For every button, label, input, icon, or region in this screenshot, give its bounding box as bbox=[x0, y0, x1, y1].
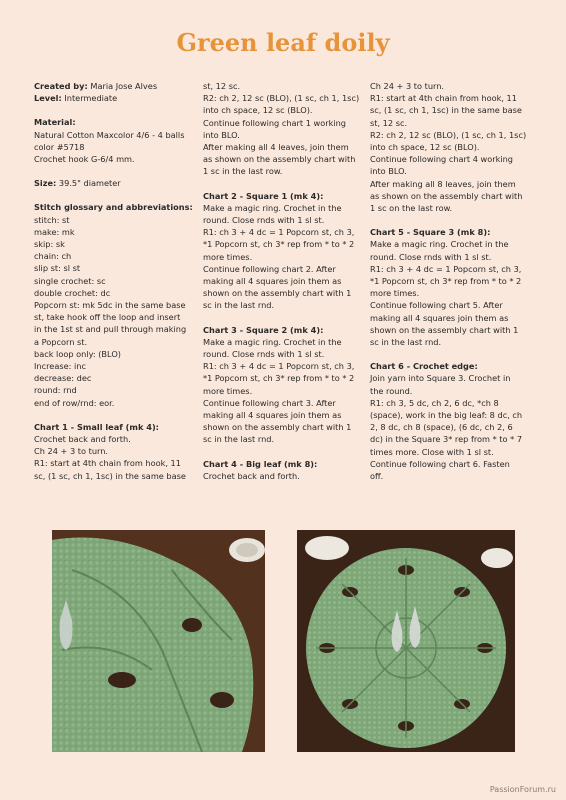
material-list bbox=[34, 129, 196, 166]
text-line: more times. bbox=[203, 251, 253, 262]
text-line: st, 12 sc. bbox=[203, 81, 241, 91]
glossary-heading: Stitch glossary and abbreviations: bbox=[34, 202, 193, 213]
text-line: into ch space, 12 sc (BLO). bbox=[203, 105, 313, 116]
text-line: into BLO. bbox=[203, 129, 240, 140]
text-line: Join yarn into Square 3. Crochet in bbox=[370, 373, 511, 384]
chart6-heading: Chart 6 - Crochet edge: bbox=[370, 361, 478, 372]
text-line: end of row/rnd: eor. bbox=[34, 397, 115, 408]
text-line: in the 1st st and pull through making bbox=[34, 324, 187, 335]
text-line: single crochet: sc bbox=[34, 275, 106, 286]
text-line: st, 12 sc. bbox=[370, 117, 408, 128]
text-line: sc in the last rnd. bbox=[370, 337, 442, 348]
text-line: Continue following chart 4 working bbox=[370, 154, 514, 165]
text-line: shown on the assembly chart with 1 bbox=[370, 324, 519, 335]
text-line: round. Close rnds with 1 sl st. bbox=[203, 349, 325, 360]
text-line: making all 4 squares join them as bbox=[370, 312, 509, 323]
text-line: R2: ch 2, 12 sc (BLO), (1 sc, ch 1, 1sc) bbox=[203, 93, 360, 104]
doily-full-photo bbox=[297, 530, 515, 752]
text-line: Make a magic ring. Crochet in the bbox=[203, 336, 342, 347]
text-line: R1: ch 3, 5 dc, ch 2, 6 dc, *ch 8 bbox=[370, 397, 499, 408]
chart5-text bbox=[370, 238, 532, 348]
text-line: round. Close rnds with 1 sl st. bbox=[203, 215, 325, 226]
text-line: Continue following chart 1 working bbox=[203, 117, 347, 128]
text-line: R1: start at 4th chain from hook, 11 bbox=[370, 93, 517, 104]
text-line: times more. Close with 1 sl st. bbox=[370, 446, 494, 457]
text-line: chain: ch bbox=[34, 251, 72, 262]
chart2-heading: Chart 2 - Square 1 (mk 4): bbox=[203, 190, 324, 201]
text-line: the round. bbox=[370, 385, 413, 396]
size-line: Size: 39.5" diameter bbox=[34, 178, 121, 189]
text-line: into BLO. bbox=[370, 166, 407, 177]
text-line: as shown on the assembly chart with bbox=[370, 190, 523, 201]
text-line: *1 Popcorn st, ch 3* rep from * to * 2 bbox=[370, 276, 522, 287]
chart1-heading: Chart 1 - Small leaf (mk 4): bbox=[34, 421, 159, 432]
text-column-3 bbox=[370, 80, 532, 482]
text-line: color #5718 bbox=[34, 141, 85, 152]
text-line: Continue following chart 2. After bbox=[203, 263, 336, 274]
text-line: as shown on the assembly chart with bbox=[203, 154, 356, 165]
text-line: sc, (1 sc, ch 1, 1sc) in the same base bbox=[370, 105, 522, 116]
text-line: a Popcorn st. bbox=[34, 336, 88, 347]
chart4-text bbox=[203, 470, 363, 482]
text-line: stitch: st bbox=[34, 214, 70, 225]
chart3-heading: Chart 3 - Square 2 (mk 4): bbox=[203, 324, 324, 335]
doily-closeup-photo bbox=[52, 530, 265, 752]
text-line: shown on the assembly chart with 1 bbox=[203, 422, 352, 433]
text-line: Ch 24 + 3 to turn. bbox=[34, 446, 109, 457]
text-line: Make a magic ring. Crochet in the bbox=[370, 239, 509, 250]
text-line: more times. bbox=[203, 385, 253, 396]
text-column-1 bbox=[34, 80, 196, 482]
watermark: PassionForum.ru bbox=[489, 785, 556, 794]
chart3-text bbox=[203, 336, 363, 446]
text-line: (space), work in the big leaf: 8 dc, ch bbox=[370, 410, 523, 421]
text-line: After making all 8 leaves, join them bbox=[370, 178, 516, 189]
text-line: double crochet: dc bbox=[34, 287, 111, 298]
chart1-text bbox=[34, 433, 196, 482]
text-line: into ch space, 12 sc (BLO). bbox=[370, 142, 480, 153]
text-line: *1 Popcorn st, ch 3* rep from * to * 2 bbox=[203, 373, 355, 384]
chart4-heading: Chart 4 - Big leaf (mk 8): bbox=[203, 458, 318, 469]
chart6-text bbox=[370, 372, 532, 482]
text-line: R2: ch 2, 12 sc (BLO), (1 sc, ch 1, 1sc) bbox=[370, 129, 527, 140]
text-line: After making all 4 leaves, join them bbox=[203, 142, 349, 153]
level-line: Level: Intermediate bbox=[34, 93, 118, 104]
text-line: 1 sc in the last row. bbox=[203, 166, 283, 177]
text-line: Popcorn st: mk 5dc in the same base bbox=[34, 300, 186, 311]
text-line: slip st: sl st bbox=[34, 263, 81, 274]
text-line: 1 sc on the last row. bbox=[370, 203, 453, 214]
page-title: Green leaf doily bbox=[176, 28, 390, 57]
text-line: round: rnd bbox=[34, 385, 77, 396]
text-line: make: mk bbox=[34, 226, 75, 237]
text-line: Natural Cotton Maxcolor 4/6 - 4 balls bbox=[34, 129, 185, 140]
text-line: decrease: dec bbox=[34, 373, 92, 384]
text-line: skip: sk bbox=[34, 239, 65, 250]
text-line: shown on the assembly chart with 1 bbox=[203, 288, 352, 299]
text-line: Crochet back and forth. bbox=[203, 470, 300, 481]
text-line: 2, 8 dc, ch 8 (space), (6 dc, ch 2, 6 bbox=[370, 422, 513, 433]
text-line: more times. bbox=[370, 288, 420, 299]
text-line: Continue following chart 5. After bbox=[370, 300, 503, 311]
text-line: st, take hook off the loop and insert bbox=[34, 312, 181, 323]
text-line: off. bbox=[370, 471, 384, 482]
chart2-text bbox=[203, 202, 363, 312]
text-line: R1: ch 3 + 4 dc = 1 Popcorn st, ch 3, bbox=[203, 227, 355, 238]
text-line: round. Close rnds with 1 sl st. bbox=[370, 251, 492, 262]
text-line: R1: start at 4th chain from hook, 11 bbox=[34, 458, 181, 469]
text-line: Make a magic ring. Crochet in the bbox=[203, 202, 342, 213]
text-line: *1 Popcorn st, ch 3* rep from * to * 2 bbox=[203, 239, 355, 250]
text-line: Crochet hook G-6/4 mm. bbox=[34, 154, 135, 165]
material-heading: Material: bbox=[34, 117, 76, 128]
chart5-heading: Chart 5 - Square 3 (mk 8): bbox=[370, 227, 491, 238]
text-line: Ch 24 + 3 to turn. bbox=[370, 81, 445, 91]
created-by-line: Created by: Maria Jose Alves bbox=[34, 81, 158, 91]
glossary-list bbox=[34, 214, 196, 409]
text-line: dc) in the Square 3* rep from * to * 7 bbox=[370, 434, 523, 445]
text-line: Increase: inc bbox=[34, 361, 86, 372]
text-line: sc in the last rnd. bbox=[203, 300, 275, 311]
text-line: back loop only: (BLO) bbox=[34, 348, 121, 359]
text-line: Continue following chart 6. Fasten bbox=[370, 458, 510, 469]
text-line: sc, (1 sc, ch 1, 1sc) in the same base bbox=[34, 470, 186, 481]
chart4-continued-text bbox=[370, 80, 532, 214]
text-line: making all 4 squares join them as bbox=[203, 410, 342, 421]
text-line: R1: ch 3 + 4 dc = 1 Popcorn st, ch 3, bbox=[370, 263, 522, 274]
text-line: R1: ch 3 + 4 dc = 1 Popcorn st, ch 3, bbox=[203, 361, 355, 372]
text-line: Continue following chart 3. After bbox=[203, 397, 336, 408]
text-column-2 bbox=[203, 80, 363, 482]
text-line: making all 4 squares join them as bbox=[203, 276, 342, 287]
text-line: sc in the last rnd. bbox=[203, 434, 275, 445]
chart1-continued-text bbox=[203, 80, 363, 178]
text-line: Crochet back and forth. bbox=[34, 434, 131, 445]
